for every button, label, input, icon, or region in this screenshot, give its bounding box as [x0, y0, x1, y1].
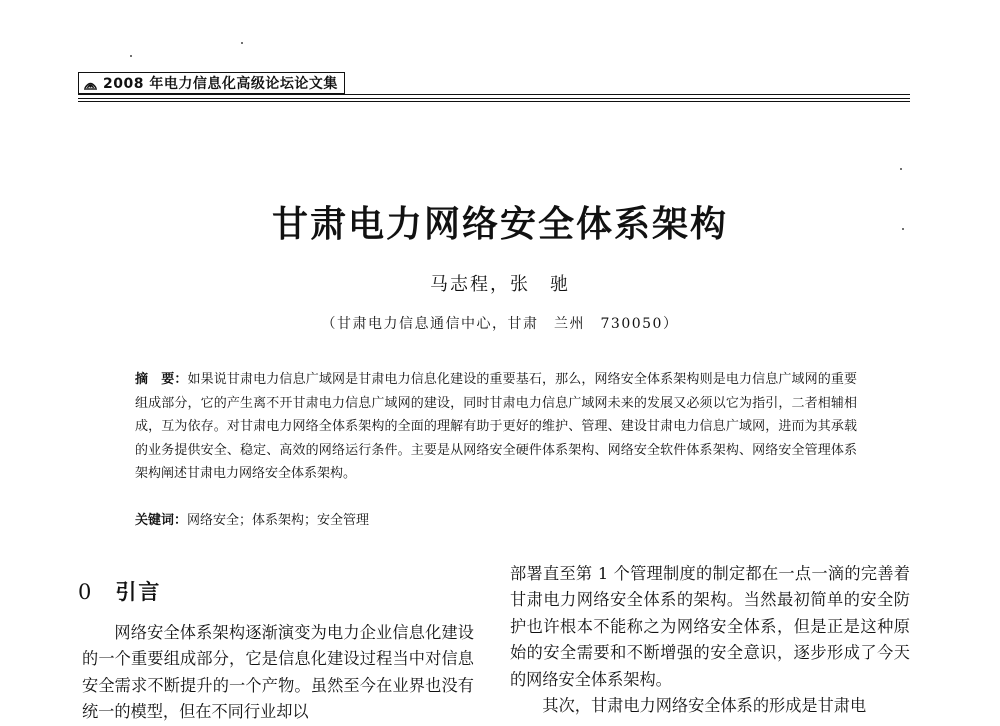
keywords-label: 关键词： [135, 513, 188, 528]
section-number: 0 [78, 580, 94, 604]
right-column [510, 561, 910, 719]
section-title: 引言 [115, 580, 162, 604]
paper-authors: 马志程，张 驰 [430, 274, 570, 295]
abstract-text: 如果说甘肃电力信息广域网是甘肃电力信息化建设的重要基石，那么，网络安全体系架构则是电力信息广域网的重要组成部分，它的产生离不开甘肃电力信息广域网的建设，同时甘肃电力信息广域网未来的发展又必须以它为指引，二者相辅相成，互为依存。对甘肃电力网络全体系架构的全面的理解有助于更好的维护、管理、建设甘肃电力信息广域网，进而为其承载的业务提供安全、稳定、高效的网络运行条件。主要是从网络安全硬件体系架构、网络安全软件体系架构、网络安全管理体系架构阐述甘肃电力网络安全体系架构。 [135, 372, 857, 482]
section-heading [78, 576, 161, 606]
running-title: 2008 年电力信息化高级论坛论文集 [103, 76, 338, 92]
scan-speck [130, 55, 132, 57]
paragraph: 其次，甘肃电力网络安全体系的形成是甘肃电 [542, 696, 867, 716]
keywords [135, 511, 369, 531]
paragraph: 部署直至第 1 个管理制度的制定都在一点一滴的完善着甘肃电力网络安全体系的架构。当然最初简单的安全防护也许根本不能称之为网络安全体系，但是正是这种原始的安全需要和不断增强的安全意识，逐步形成了今天的网络安全体系架构。 [510, 564, 910, 689]
header-rule [78, 101, 910, 102]
keywords-text: 网络安全；体系架构；安全管理 [187, 513, 370, 528]
header-rule [78, 98, 910, 99]
abstract-label: 摘 要： [135, 372, 188, 387]
proceedings-logo-icon [83, 77, 98, 90]
scan-speck [241, 42, 243, 44]
running-header [78, 72, 345, 94]
paper-title: 甘肃电力网络安全体系架构 [271, 204, 728, 245]
left-column [82, 620, 474, 726]
paper-affiliation: （甘肃电力信息通信中心，甘肃 兰州 730050） [321, 316, 679, 332]
paragraph: 网络安全体系架构逐渐演变为电力企业信息化建设的一个重要组成部分，它是信息化建设过程当中对信息安全需求不断提升的一个产物。虽然至今在业界也没有统一的模型，但在不同行业却以 [82, 623, 474, 722]
scan-speck [900, 168, 902, 170]
abstract [135, 368, 857, 486]
header-rule [78, 94, 910, 95]
